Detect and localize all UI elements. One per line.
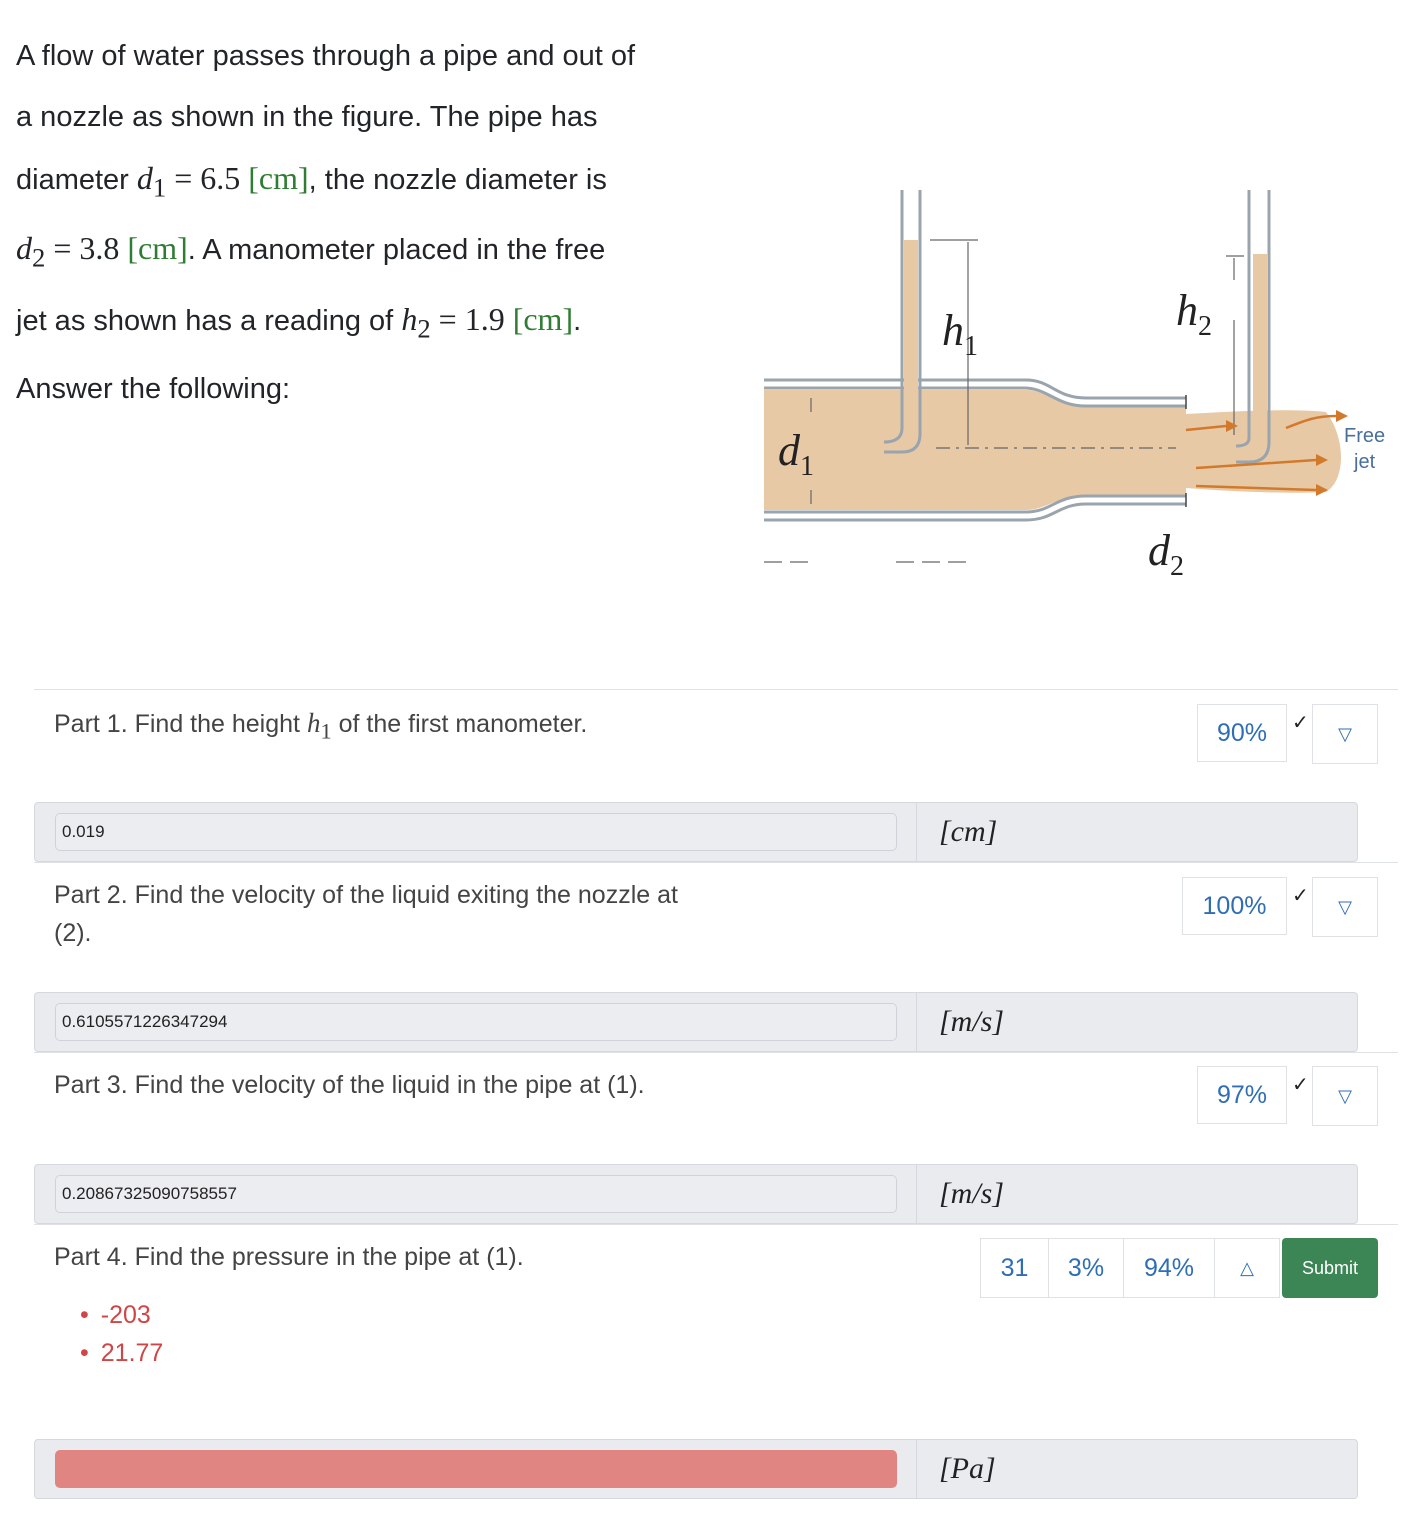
previous-answer: • -203 — [80, 1296, 163, 1334]
problem-line: a nozzle as shown in the figure. The pipe has — [16, 101, 598, 133]
part-divider — [34, 1224, 1398, 1225]
collapse-button[interactable] — [1214, 1238, 1280, 1298]
triangle-up-icon: △ — [1240, 1257, 1254, 1279]
part-1-check-icon: ✓ — [1292, 710, 1309, 734]
part-1-dropdown-button[interactable] — [1312, 704, 1378, 764]
part-2-answer-bar — [34, 992, 1358, 1052]
manometer-2-fluid — [1253, 254, 1267, 440]
part-2-title: Part 2. Find the velocity of the liquid exiting the nozzle at (2). — [54, 881, 678, 947]
part-1-answer-input[interactable]: 0.019 — [55, 813, 897, 851]
part-1-score-badge: 90% — [1197, 704, 1287, 762]
part-4-unit-label: [Pa] — [916, 1440, 996, 1498]
part-1-title: Part 1. Find the height $h_1$ of the first manometer. — [54, 708, 588, 744]
h2-expression: $h_2 = 1.9$ [cm] — [401, 300, 574, 344]
label-h1: $h_1$ — [942, 306, 978, 362]
problem-line: $d_2 = 3.8$ [cm]. A manometer placed in the free — [16, 230, 606, 273]
part-3-check-icon: ✓ — [1292, 1072, 1309, 1096]
submit-button[interactable]: Submit — [1282, 1238, 1378, 1298]
part-1-unit-label: [cm] — [916, 803, 997, 861]
previous-answer: • 21.77 — [80, 1334, 163, 1372]
d1-expression: $d_1 = 6.5$ [cm] — [136, 160, 309, 203]
triangle-down-icon: ▽ — [1338, 723, 1352, 745]
label-free: Free — [1344, 425, 1386, 447]
d2-expression: $d_2 = 3.8$ [cm] — [16, 230, 188, 273]
problem-line: jet as shown has a reading of $h_2 = 1.9$ [cm]. — [16, 300, 582, 344]
label-jet: jet — [1354, 451, 1376, 473]
manometer-1-fluid — [904, 240, 918, 440]
problem-line: diameter $d_1 = 6.5$ [cm], the nozzle diameter is — [16, 160, 607, 203]
problem-line: A flow of water passes through a pipe and out of — [16, 40, 636, 72]
previous-answers-list — [80, 1296, 163, 1372]
part-divider — [34, 689, 1398, 690]
part-4-title: Part 4. Find the pressure in the pipe at (1). — [54, 1243, 524, 1271]
part-3-unit-label: [m/s] — [916, 1165, 1004, 1223]
best-score: 94% — [1123, 1238, 1215, 1298]
part-3-answer-bar — [34, 1164, 1358, 1224]
problem-line: Answer the following: — [16, 373, 291, 406]
part-2-check-icon: ✓ — [1292, 883, 1309, 907]
part-3-title: Part 3. Find the velocity of the liquid in the pipe at (1). — [54, 1071, 645, 1099]
triangle-down-icon: ▽ — [1338, 896, 1352, 918]
part-4-answer-bar — [34, 1439, 1358, 1499]
part-2-answer-input[interactable]: 0.6105571226347294 — [55, 1003, 897, 1041]
part-3-answer-input[interactable]: 0.20867325090758557 — [55, 1175, 897, 1213]
label-d2: $d_2$ — [1148, 526, 1184, 582]
last-score: 3% — [1048, 1238, 1124, 1298]
triangle-down-icon: ▽ — [1338, 1085, 1352, 1107]
label-d1: $d_1$ — [778, 426, 814, 482]
label-h2: $h_2$ — [1176, 286, 1212, 342]
part-3-score-badge: 97% — [1197, 1066, 1287, 1124]
part-2-dropdown-button[interactable] — [1312, 877, 1378, 937]
pipe-nozzle-figure — [756, 180, 1406, 600]
part-divider — [34, 1052, 1398, 1053]
part-2-score-badge: 100% — [1182, 877, 1287, 935]
problem-statement — [16, 26, 706, 420]
attempts-count: 31 — [980, 1238, 1049, 1298]
part-4-grade-strip — [981, 1238, 1280, 1298]
part-1-answer-bar — [34, 802, 1358, 862]
part-3-dropdown-button[interactable] — [1312, 1066, 1378, 1126]
part-divider — [34, 862, 1398, 863]
part-4-answer-input[interactable] — [55, 1450, 897, 1488]
part-2-unit-label: [m/s] — [916, 993, 1004, 1051]
